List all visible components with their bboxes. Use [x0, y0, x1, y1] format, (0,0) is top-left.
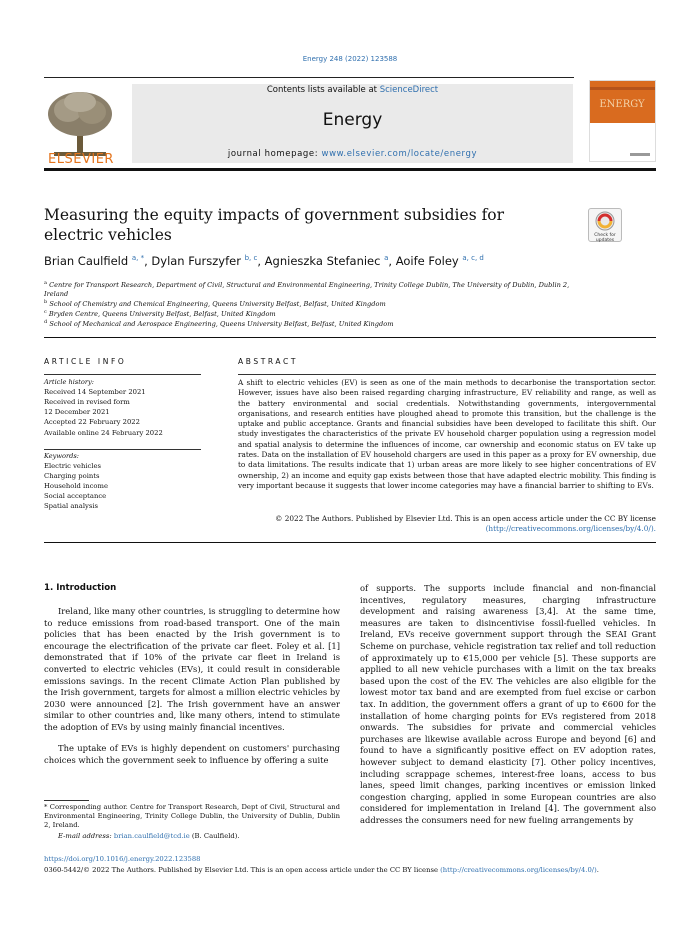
doi-link[interactable]: https://doi.org/10.1016/j.energy.2022.123588: [44, 855, 201, 863]
author-affil-sup[interactable]: a, *: [131, 254, 145, 263]
affiliation-rule: [44, 337, 656, 338]
affiliation-sup: b: [44, 299, 48, 305]
footnote-rule: [44, 800, 89, 801]
author-name[interactable]: Dylan Furszyfer: [151, 254, 241, 268]
keywords-rule: [44, 449, 201, 450]
author-affil-sup[interactable]: a: [384, 254, 389, 263]
keyword: Household income: [44, 482, 108, 490]
abstract-copyright: [238, 514, 656, 535]
contents-line: [132, 85, 573, 95]
issn-text: 0360-5442/© 2022 The Authors. Published by Elsevier Ltd. This is an open access article under the CC BY license: [44, 866, 441, 874]
email-label: E-mail address:: [58, 832, 114, 840]
affiliation-text: School of Chemistry and Chemical Engineering, Queens University Belfast, Belfast, United Kingdom: [49, 300, 386, 309]
elsevier-wordmark: ELSEVIER: [48, 152, 114, 167]
check-updates-label: Check for updates: [594, 233, 616, 243]
section-heading: 1. Introduction: [44, 583, 117, 593]
history-item: Received in revised form: [44, 398, 130, 406]
article-info-heading: ARTICLE INFO: [44, 357, 127, 366]
author-affil-sup[interactable]: a, c, d: [462, 254, 484, 263]
author-name[interactable]: Agnieszka Stefaniec: [264, 254, 381, 268]
affiliation-sup: a: [44, 280, 47, 286]
sciencedirect-link[interactable]: ScienceDirect: [379, 85, 439, 95]
email-suffix: (B. Caulfield).: [189, 832, 240, 840]
cover-title: ENERGY: [599, 99, 645, 110]
journal-citation[interactable]: Energy 248 (2022) 123588: [302, 55, 398, 63]
author-affil-sup[interactable]: b, c: [244, 254, 258, 263]
body-paragraph: The uptake of EVs is highly dependent on customers' purchasing choices which the government seek to influence by offering a suite: [44, 743, 340, 765]
body-paragraph: Ireland, like many other countries, is struggling to determine how to reduce emissions from road-based transport. One of the main policies that has been enacted by the Irish government is to encourage the electrification of the private car fleet. Foley et al. [1] demonstrated that if 10% of the private car fleet in Ireland is converted to electric vehicles (EVs), it could result in considerable emissions savings. In the recent Climate Action Plan published by the Irish government, targets for almost a million electric vehicles by 2030 were announced [2]. The Irish government have an answer similar to other countries and, like many others, intend to stimulate the adoption of EVs by using mainly financial incentives.: [44, 606, 340, 732]
journal-homepage: [132, 149, 573, 159]
footer-license-link[interactable]: (http://creativecommons.org/licenses/by/4.0/): [440, 866, 597, 874]
email-line: [44, 832, 340, 840]
cover-art: [590, 81, 655, 161]
issn-end: .: [596, 866, 599, 874]
license-link[interactable]: (http://creativecommons.org/licenses/by/4.0/).: [485, 524, 656, 534]
journal-cover-image[interactable]: [589, 80, 656, 162]
corresponding-author-footnote: * Corresponding author. Centre for Transport Research, Dept of Civil, Structural and Environmental Engineering, Trinity College Dublin, the University of Dublin, Dublin 2, Ireland.: [44, 803, 340, 829]
affiliation-sup: d: [44, 319, 48, 325]
contents-prefix: Contents lists available at: [266, 85, 380, 95]
keyword: Electric vehicles: [44, 462, 101, 470]
check-updates-icon: [589, 209, 621, 233]
affiliation-text: Centre for Transport Research, Department of Civil, Structural and Environmental Engineering, Trinity College Dublin, The University of Dublin, Dublin 2, Ireland: [44, 281, 570, 299]
keyword: Charging points: [44, 472, 100, 480]
author-name[interactable]: Brian Caulfield: [44, 254, 129, 268]
affiliation-text: Bryden Centre, Queens University Belfast, Belfast, United Kingdom: [48, 310, 276, 319]
homepage-prefix: journal homepage:: [227, 149, 322, 159]
abstract-bottom-rule: [44, 542, 656, 543]
keyword: Social acceptance: [44, 492, 107, 500]
keywords-label: Keywords:: [44, 452, 79, 460]
issn-license-line: [44, 866, 664, 874]
header-thick-rule: [44, 168, 656, 171]
keyword: Spatial analysis: [44, 502, 98, 510]
author-name[interactable]: Aoife Foley: [395, 254, 459, 268]
history-item: Available online 24 February 2022: [44, 429, 163, 437]
article-info-rule: [44, 374, 201, 375]
affiliation: [44, 279, 584, 299]
header-rule: [44, 77, 574, 78]
body-paragraph: of supports. The supports include financial and non-financial incentives, regulatory measures, charging infrastructure development and raising awareness [3,4]. At the same time, measures are taken to disincentivise fossil-fuelled vehicles. In Ireland, EVs receive government support through the SEAI Grant Scheme on purchase, vehicle registration tax relief and toll reduction of approximately up to €15,000 per vehicle [5]. These supports are applied to all new vehicle purchases with a limit on the tax breaks based upon the cost of the EV. The vehicles are also eligible for the lowest motor tax band and are exempted from fuel excise or carbon tax. In addition, the government offers a grant of up to €600 for the installation of home charging points for EVs registered from 2018 onwards. The subsidies for private and commercial vehicles purchases are likewise available across Europe and beyond [6] and found to have a significantly positive effect on EV adoption rates, however subject to demand elasticity [7]. Other policy incentives, including scrappage schemes, interest-free loans, access to bus lanes, speed limit changes, parking incentives or emission linked congestion charging, applied in some European countries are also considered for implementation in Ireland [4]. The government also addresses the consumers need for new fueling arrangements by: [360, 583, 656, 825]
homepage-link[interactable]: www.elsevier.com/locate/energy: [321, 149, 478, 159]
history-item: Accepted 22 February 2022: [44, 418, 140, 426]
affiliation-text: School of Mechanical and Aerospace Engineering, Queens University Belfast, Belfast, United Kingdom: [49, 320, 394, 329]
history-item: 12 December 2021: [44, 408, 110, 416]
email-link[interactable]: brian.caulfield@tcd.ie: [113, 832, 190, 840]
abstract-heading: ABSTRACT: [238, 357, 299, 366]
abstract-text: A shift to electric vehicles (EV) is seen as one of the main methods to decarbonise the transportation sector. However, issues have also been raised regarding charging infrastructure, EV reliability and range, as well as the battery environmental and social credentials. Notwithstanding governments, intergovernmental organisations, and research entities have ploughed ahead to promote this transition, but the challenge is the uptake and public acceptance. Grants and financial subsidies have been developed to facilitate this shift. Our study investigates the characteristics of the private EV household charger population using a regression model and spatial analysis to determine the influences of income, car ownership and economic status on EV take up rates. Data on the installation of EV household chargers are used in this paper as a proxy for EV ownership, due to data limitations. The results indicate that 1) urban areas are more likely to see higher concentrations of EV ownership, 2) an income and equity gap exists between those that have adapted electric mobility. This finding is very important because it suggests that lower income categories may have a financial barrier to shifting to EVs.: [238, 378, 656, 490]
article-title: Measuring the equity impacts of government subsidies for electric vehicles: [44, 206, 505, 244]
abstract-rule: [238, 374, 656, 375]
journal-name: Energy: [322, 110, 383, 130]
copyright-text: © 2022 The Authors. Published by Elsevier Ltd. This is an open access article under the CC BY license: [275, 514, 656, 523]
history-label: Article history:: [44, 378, 94, 386]
affiliation: [44, 318, 584, 329]
history-item: Received 14 September 2021: [44, 388, 146, 396]
author-list: Brian Caulfield $^{a, *}$, Dylan Furszyfer $^{b, c}$, Agnieszka Stefaniec $^a$, Aoife Foley $^{a, c, d}$: [44, 254, 484, 268]
affiliation-sup: c: [44, 309, 47, 315]
